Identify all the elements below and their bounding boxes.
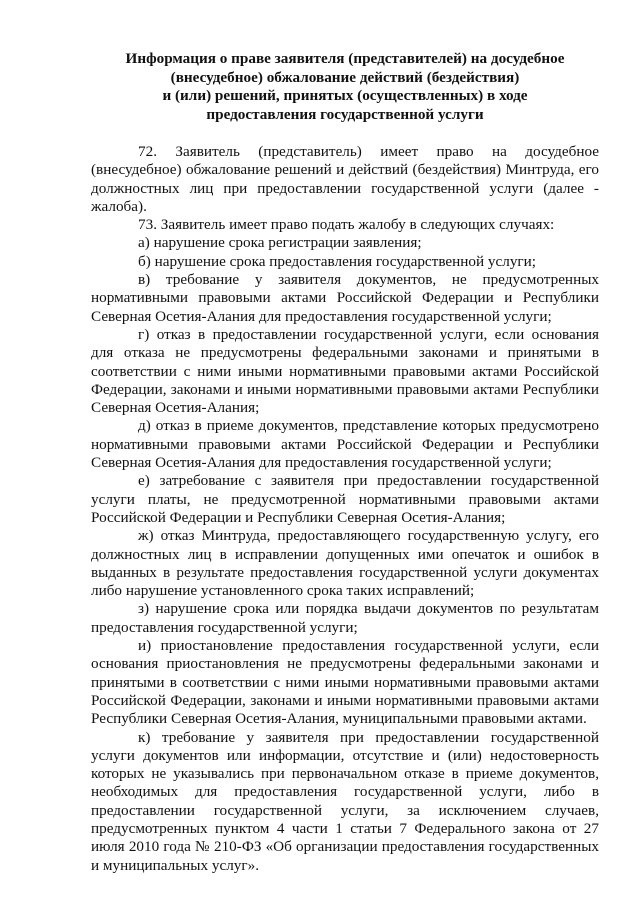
title-line: и (или) решений, принятых (осуществленных) в ходе xyxy=(162,87,528,104)
paragraph-72: 72. Заявитель (представитель) имеет право на досудебное (внесудебное) обжалование решений и действий (бездействия) Минтруда, его должностных лиц при предоставлении государственной услуги (далее - жалоба). xyxy=(91,143,599,215)
list-item-d: д) отказ в приеме документов, представление которых предусмотрено нормативными правовыми актами Российской Федерации и Республики Северная Осетия-Алания для предоставления государственной услуги; xyxy=(91,417,599,472)
list-item-e: е) затребование с заявителя при предоставлении государственной услуги платы, не предусмотренной нормативными правовыми актами Российской Федерации и Республики Северная Осетия-Алания; xyxy=(91,472,599,526)
list-item-g: г) отказ в предоставлении государственной услуги, если основания для отказа не предусмотрены федеральными законами и принятыми в соответствии с ними иными нормативными правовыми актами Российской Федерации, законами и иными нормативными правовыми актами Республики Северная Осетия-Алания; xyxy=(91,325,599,417)
list-item-b: б) нарушение срока предоставления государственной услуги; xyxy=(138,252,536,270)
list-item-zh: ж) отказ Минтруда, предоставляющего государственную услугу, его должностных лиц в исправлении допущенных ими опечаток и ошибок в выданных в результате предоставления государственной услуги документах либо нарушение установленного срока таких исправлений; xyxy=(91,527,599,600)
list-item-v: в) требование у заявителя документов, не предусмотренных нормативными правовыми актами Российской Федерации и Республики Северная Осетия-Алания для предоставления государственной услуги; xyxy=(91,271,599,325)
title-line: предоставления государственной услуги xyxy=(206,105,484,123)
title-line: (внесудебное) обжалование действий (бездействия) xyxy=(170,68,520,86)
document-page xyxy=(91,50,599,875)
list-item-k: к) требование у заявителя при предоставлении государственной услуги документов или информации, отсутствие и (или) недостоверность которых не указывались при первоначальном отказе в приеме документов, необходимых для предоставления государственной услуги, либо в предоставлении государственной услуги, за исключением случаев, предусмотренных пунктом 4 части 1 статьи 7 Федерального закона от 27 июля 2010 года № 210-ФЗ «Об организации предоставления государственных и муниципальных услуг». xyxy=(91,728,599,874)
document-title xyxy=(91,50,599,124)
list-item-a: а) нарушение срока регистрации заявления; xyxy=(138,234,422,252)
document-body xyxy=(91,143,599,875)
list-item-z: з) нарушение срока или порядка выдачи документов по результатам предоставления государственной услуги; xyxy=(91,600,599,636)
list-item-i: и) приостановление предоставления государственной услуги, если основания приостановления не предусмотрены федеральными законами и принятыми в соответствии с ними иными нормативными правовыми актами Российской Федерации, законами и иными нормативными правовыми актами Республики Северная Осетия-Алания, муниципальными правовыми актами. xyxy=(91,637,599,728)
title-line: Информация о праве заявителя (представителей) на досудебное xyxy=(125,50,565,67)
paragraph-73: 73. Заявитель имеет право подать жалобу в следующих случаях: xyxy=(138,216,555,234)
